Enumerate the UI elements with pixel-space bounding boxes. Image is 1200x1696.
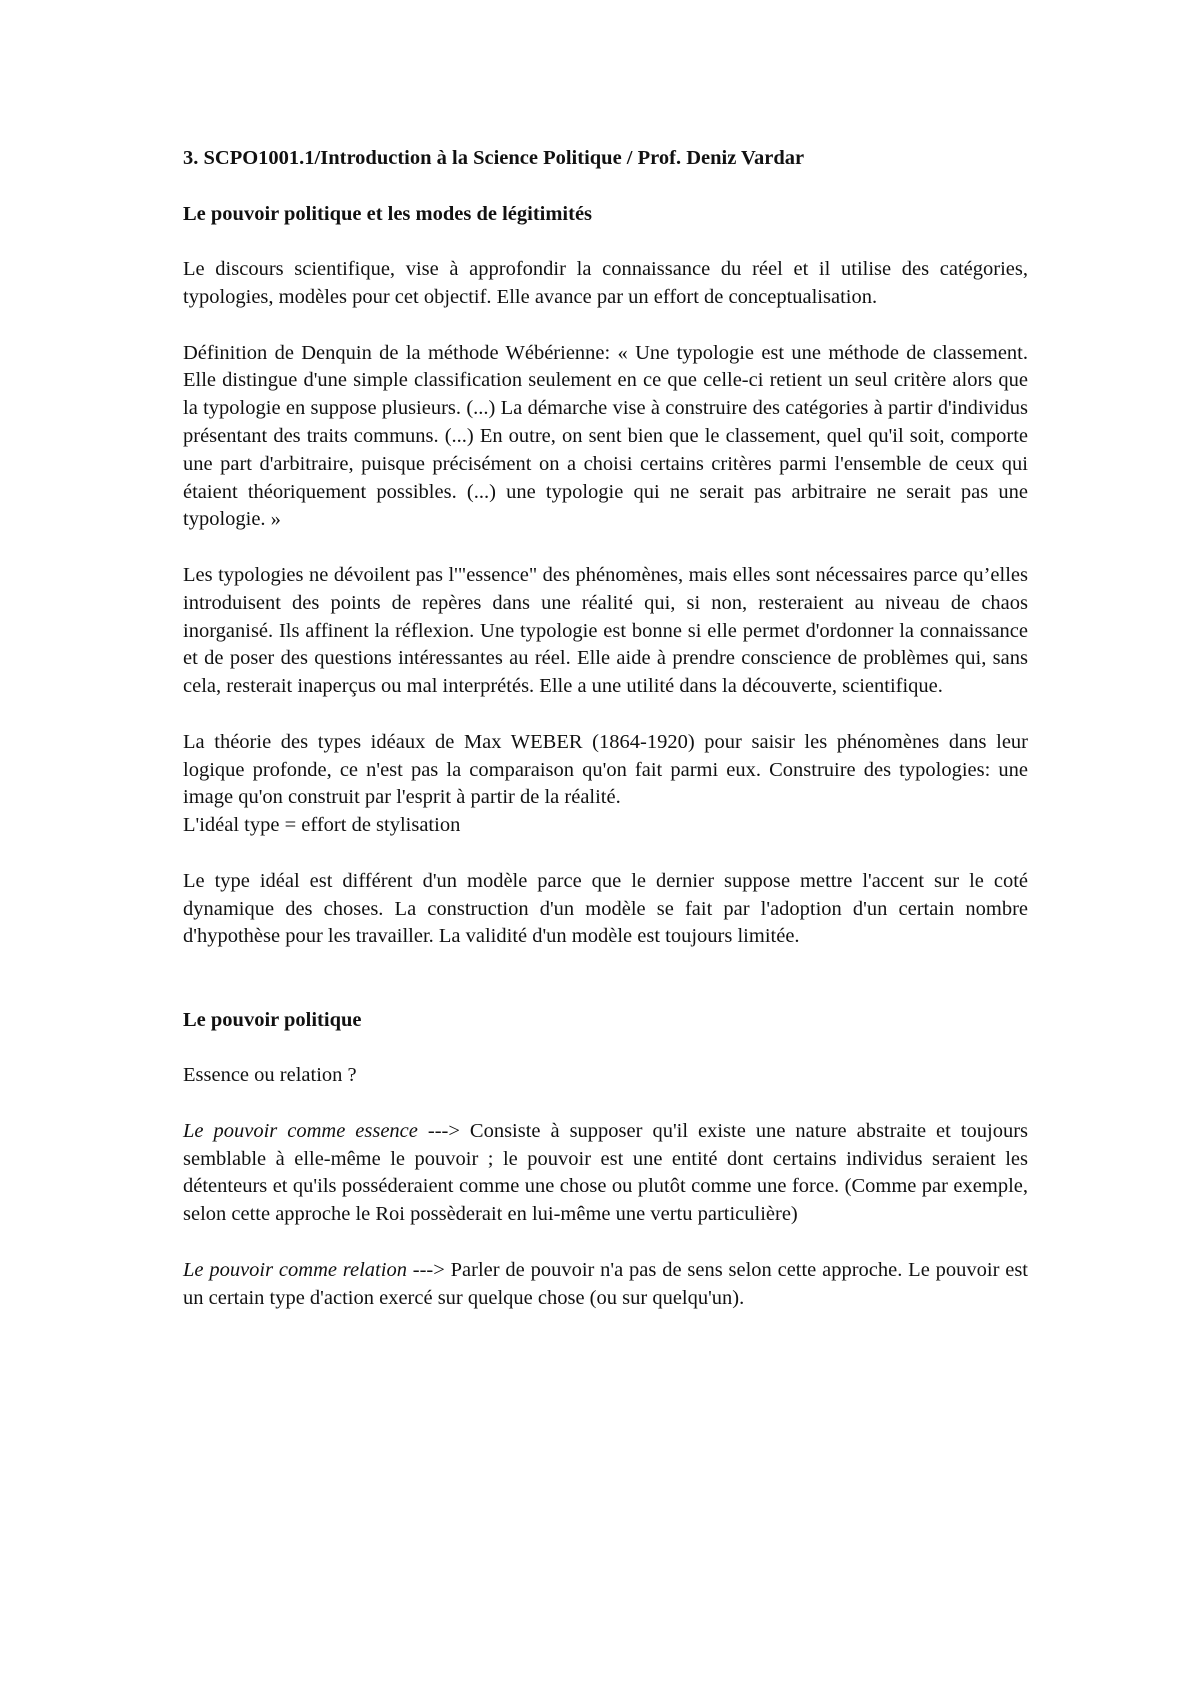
paragraph: Les typologies ne dévoilent pas l'"essence" des phénomènes, mais elles sont nécessaires parce qu’elles introduisent des points de repères dans une réalité qui, si non, resteraient au niveau de chaos inorganisé. Ils affinent la réflexion. Une typologie est bonne si elle permet d'ordonner la connaissance et de poser des questions intéressantes au réel. Elle aide à prendre conscience de problèmes qui, sans cela, resterait inaperçus ou mal interprétés. Elle a une utilité dans la découverte, scientifique. xyxy=(183,563,1028,698)
paragraph-definition: Définition de Denquin de la méthode Wébérienne: « Une typologie est une méthode de classement. Elle distingue d'une simple classification seulement en ce que celle-ci retient un seul critère alors que la typologie en suppose plusieurs. (...) La démarche vise à construire des catégories à partir d'individus présentant des traits communs. (...) En outre, on sent bien que le classement, quel qu'il soit, comporte une part d'arbitraire, puisque précisément on a choisi certains critères parmi l'ensemble de ceux qui étaient théoriquement possibles. (...) une typologie qui ne serait pas arbitraire ne serait pas une typologie. » xyxy=(183,341,1028,531)
essence-paragraph xyxy=(183,1118,1028,1229)
relation-text: ---> Parler de pouvoir n'a pas de sens selon cette approche. Le pouvoir est un certain type d'action exercé sur quelque chose (ou sur quelqu'un). xyxy=(183,1258,1028,1309)
relation-label: Le pouvoir comme relation xyxy=(183,1258,407,1281)
question-line: Essence ou relation ? xyxy=(183,1064,357,1087)
relation-paragraph xyxy=(183,1257,1028,1313)
essence-label: Le pouvoir comme essence xyxy=(183,1119,418,1142)
document-page xyxy=(183,145,1028,1312)
paragraph-line: L'idéal type = effort de stylisation xyxy=(183,814,461,837)
paragraph: La théorie des types idéaux de Max WEBER (1864-1920) pour saisir les phénomènes dans leur logique profonde, ce n'est pas la comparaison qu'on fait parmi eux. Construire des typologies: une image qu'on construit par l'esprit à partir de la réalité. xyxy=(183,730,1028,809)
section-heading: Le pouvoir politique et les modes de légitimités xyxy=(183,202,593,225)
paragraph: Le discours scientifique, vise à approfondir la connaissance du réel et il utilise des catégories, typologies, modèles pour cet objectif. Elle avance par un effort de conceptualisation. xyxy=(183,258,1028,308)
course-title: 3. SCPO1001.1/Introduction à la Science Politique / Prof. Deniz Vardar xyxy=(183,147,805,169)
essence-text: ---> Consiste à supposer qu'il existe une nature abstraite et toujours semblable à elle-même le pouvoir ; le pouvoir est une entité dont certains individus seraient les détenteurs et qu'ils posséderaient comme une chose ou plutôt comme une force. (Comme par exemple, selon cette approche le Roi possèderait en lui-même une vertu particulière) xyxy=(183,1119,1028,1226)
section-heading: Le pouvoir politique xyxy=(183,1008,362,1031)
paragraph: Le type idéal est différent d'un modèle parce que le dernier suppose mettre l'accent sur le coté dynamique des choses. La construction d'un modèle se fait par l'adoption d'un certain nombre d'hypothèse pour les travailler. La validité d'un modèle est toujours limitée. xyxy=(183,869,1028,948)
